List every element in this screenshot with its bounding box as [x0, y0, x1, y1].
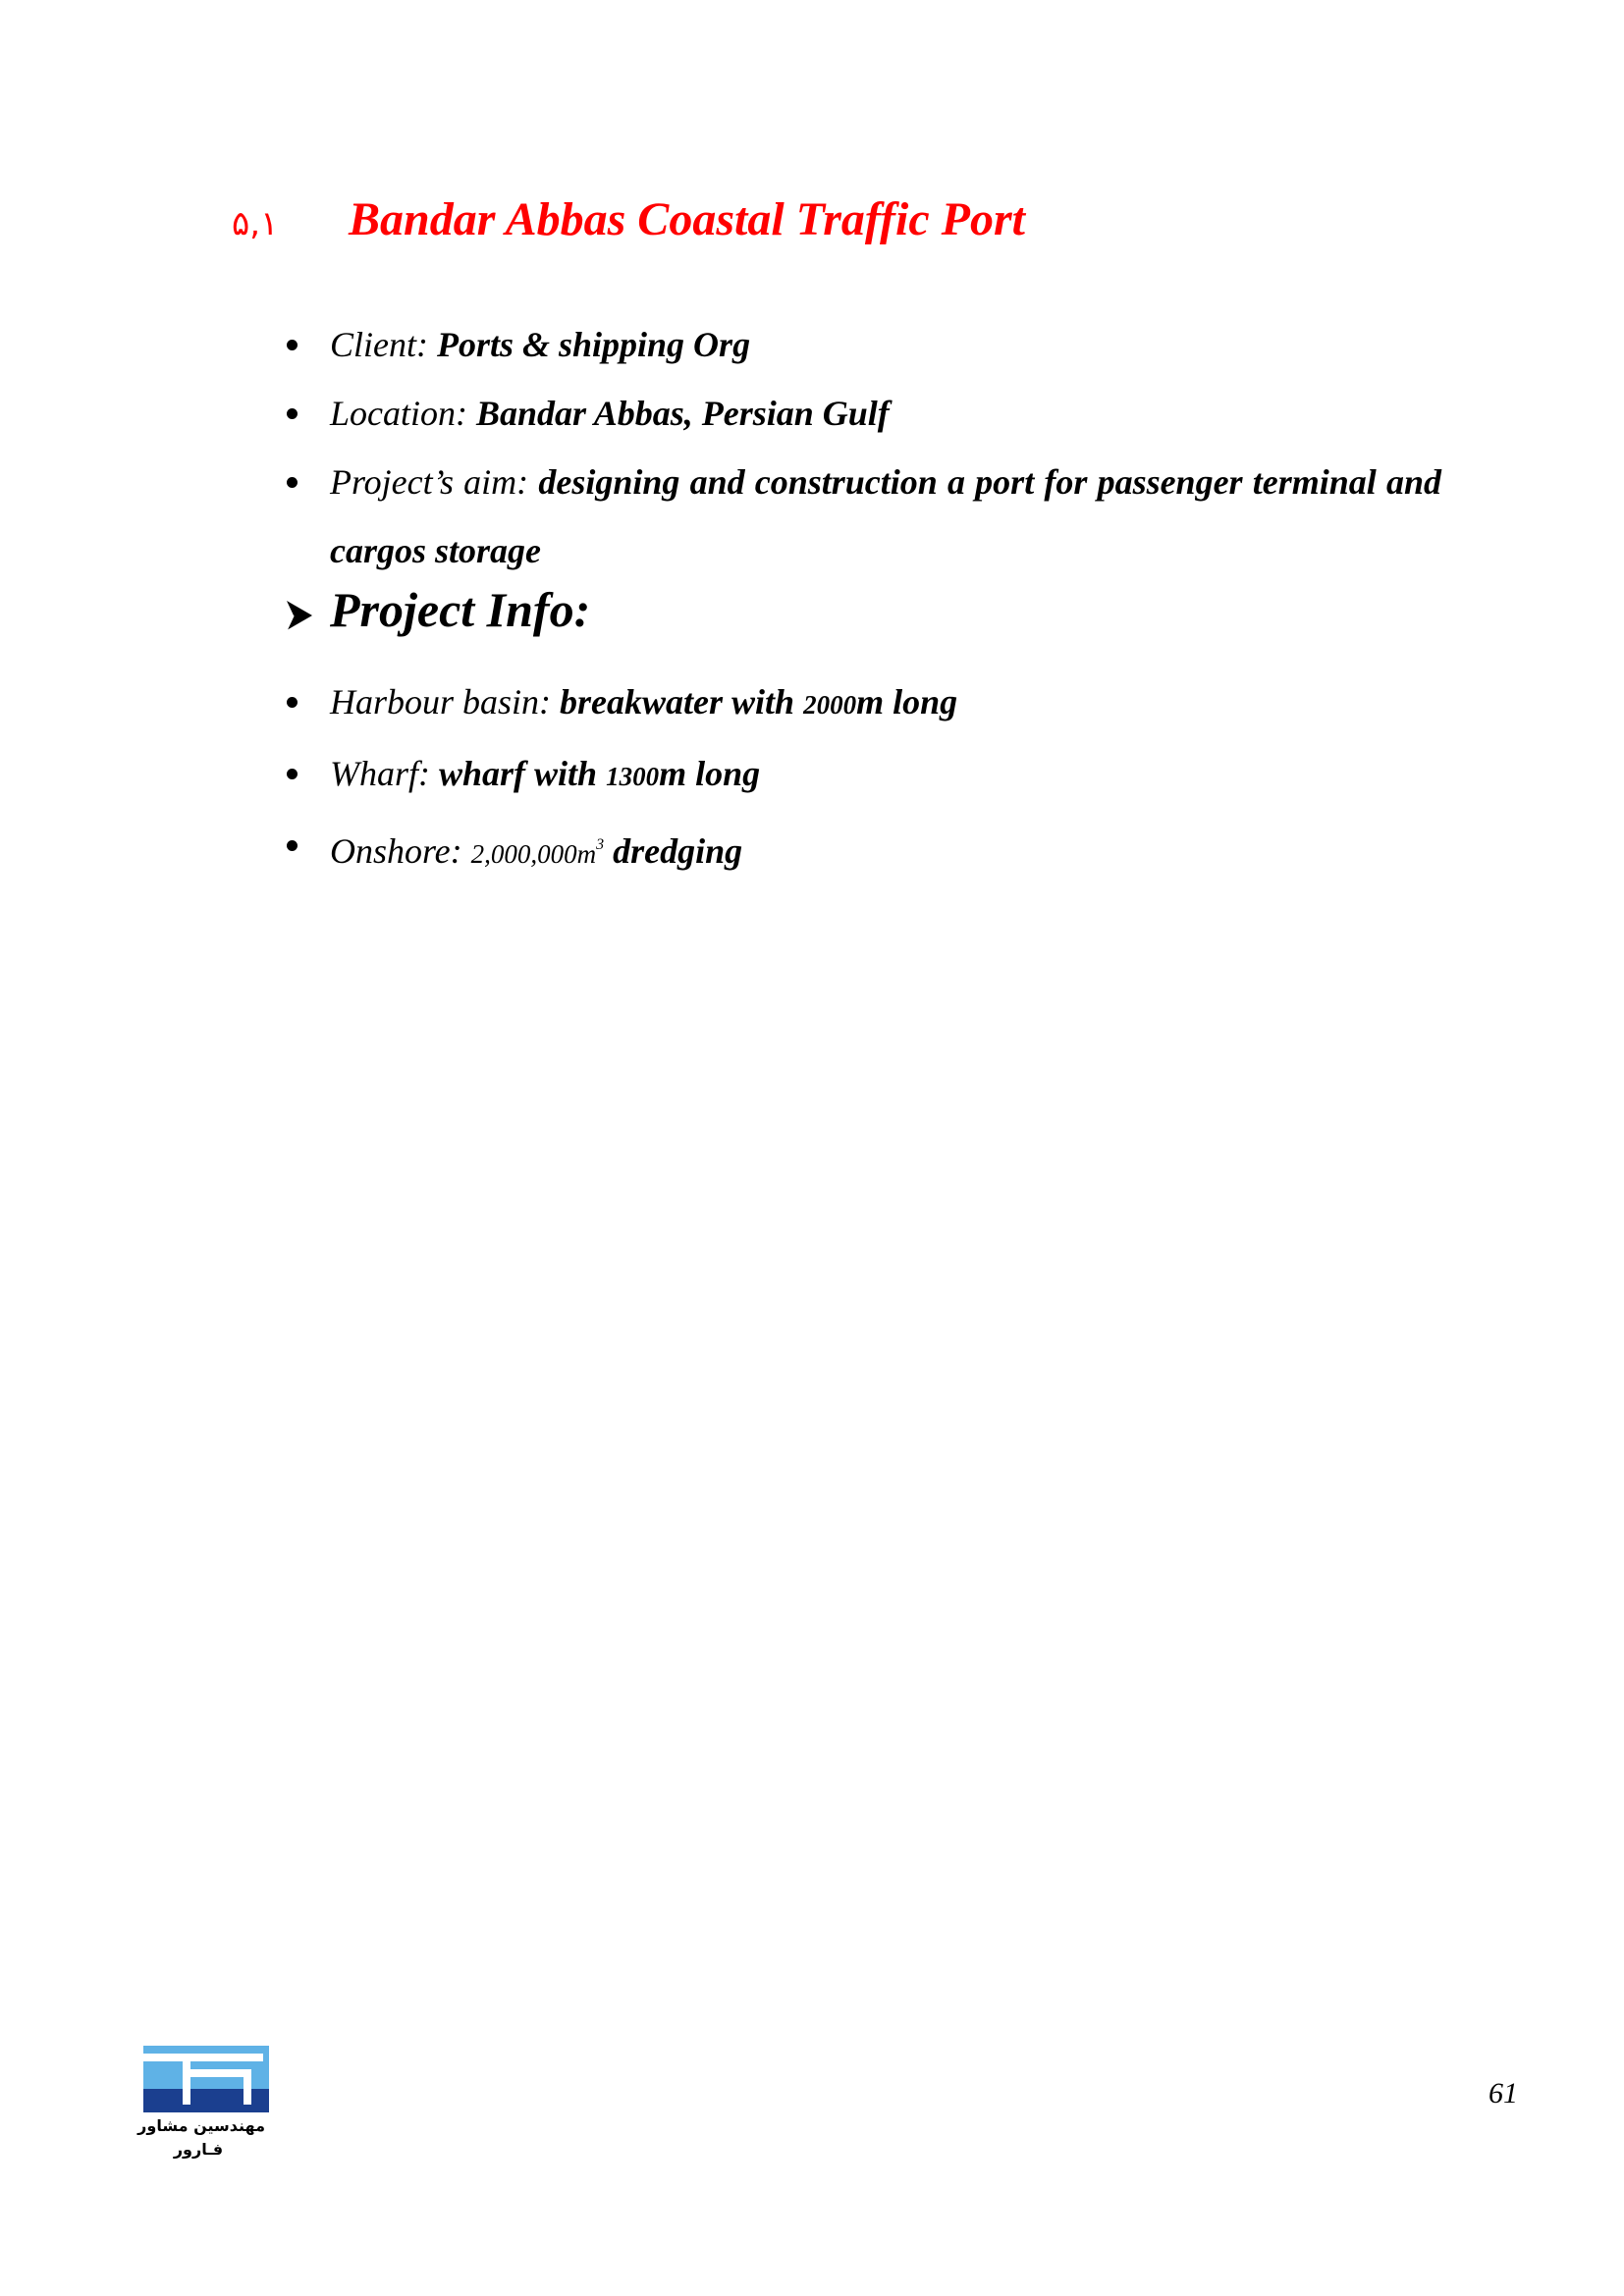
harbour-length: 2000 [803, 690, 857, 720]
arrow-right-icon [285, 599, 314, 632]
wharf-unit: m long [659, 754, 761, 793]
bullet-icon [287, 697, 298, 708]
onshore-label: Onshore: [330, 831, 471, 871]
list-item-location [283, 379, 1441, 448]
onshore-value: dredging [604, 831, 743, 871]
harbour-label: Harbour basin: [330, 682, 561, 721]
client-label: Client: [330, 325, 437, 364]
harbour-value: breakwater with [560, 682, 804, 721]
wharf-value: wharf with [439, 754, 607, 793]
list-item-harbour [283, 667, 1441, 739]
location-label: Location: [330, 394, 476, 433]
bullet-icon [287, 840, 298, 851]
bullet-icon [287, 769, 298, 779]
section-heading [232, 192, 1508, 261]
logo-mark-icon [143, 2046, 269, 2112]
bullet-icon [287, 340, 298, 350]
list-item-wharf [283, 739, 1441, 811]
location-value: Bandar Abbas, Persian Gulf [476, 394, 890, 433]
company-logo [137, 2046, 271, 2173]
list-item-aim [283, 448, 1441, 585]
onshore-quantity: 2,000,000m [470, 839, 597, 869]
client-value: Ports & shipping Org [436, 325, 751, 364]
bullet-icon [287, 408, 298, 419]
wharf-length: 1300 [606, 762, 660, 791]
page-number: 61 [1489, 2077, 1518, 2109]
aim-value: designing and construction a port for passenger terminal and cargos storage [330, 462, 1441, 570]
aim-label: Project’s aim: [330, 462, 539, 502]
logo-line2: فـارور [173, 2140, 224, 2159]
harbour-unit: m long [856, 682, 958, 721]
section-number: ۵,۱ [232, 204, 279, 243]
list-item-onshore [283, 811, 1441, 888]
bullet-icon [287, 477, 298, 488]
project-details-list [283, 310, 1441, 585]
project-info-list [283, 667, 1441, 888]
list-item-client [283, 310, 1441, 379]
logo-line1: مهندسین مشاور [137, 2116, 265, 2135]
wharf-label: Wharf: [330, 754, 439, 793]
section-title: Bandar Abbas Coastal Traffic Port [349, 193, 1025, 245]
onshore-superscript: 3 [596, 836, 605, 853]
project-info-title: Project Info: [330, 582, 591, 637]
